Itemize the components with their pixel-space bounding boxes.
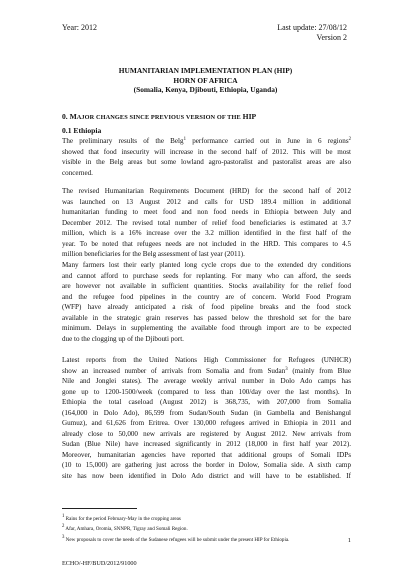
footnotes [62, 514, 351, 545]
text-line: humanitarian funding to meet food and non food needs in Ethiopia between July and [62, 208, 351, 217]
text-line: million beneficiaries for the Belg assessment of last year (2011). [62, 250, 245, 259]
page-number: 1 [347, 537, 351, 544]
text-line: year. To be noted that refugees needs are not included in the HRD. This compares to 4.5 [62, 239, 351, 248]
paragraph-refugees [62, 355, 351, 482]
text-line: showed that food insecurity will increase in the second half of 2012. This will be most [62, 147, 351, 156]
text-line: (10 to 15,000) are gathering just across the border in Dolow, Somalia side. A sixth camp [62, 461, 351, 470]
text-line: due to the clogging up of the Djibouti port. [62, 334, 184, 343]
footnote-ref-3: 3 [285, 366, 288, 372]
version-text: Version 2 [316, 33, 347, 42]
footnote-3: $^3$ New proposals to cover the needs of the Sudanese refugees will be submit under the present HIP for Ethiopia. [62, 534, 290, 543]
year-text: Year: 2012 [62, 23, 97, 32]
text-line: site has now been identified in Dolo Ado district and will have to be established. If [62, 472, 351, 481]
header-update [277, 23, 347, 43]
text-line: million, which is a 16% increase over the 3.2 million identified in the first half of the [62, 229, 351, 238]
text-line: concerned. [62, 168, 93, 177]
text-line: was launched on 13 August 2012 and calls for USD 189.4 million in additional [62, 197, 351, 206]
text-line: (WFP) have already anticipated a risk of food pipeline breaks and the food stock [62, 303, 351, 312]
footnote-ref-1: 1 [183, 137, 186, 142]
text-line: gone up to 1200-1500/week (compared to less than 100/day over the last months). In [62, 387, 351, 396]
section-0-number: 0. M [62, 112, 77, 121]
text-line: December 2012. The revised total number of relief food beneficiaries is estimated at 3.7 [62, 218, 351, 227]
text-line: (164,000 in Dolo Ado), 86,599 from Sudan/South Sudan (in Gambella and Benishangul [62, 408, 351, 417]
text-line: Nile and Jonglei states). The average weekly arrival number in Dolo Ado camps has [62, 377, 351, 386]
text-line: minimum. Delays in supplementing the available food through import are to be expected [62, 324, 351, 333]
countries-subtitle: (Somalia, Kenya, Djibouti, Ethiopia, Uganda) [133, 85, 278, 95]
text-line: Many farmers lost their early planted long cycle crops due to the extended dry conditions [62, 261, 351, 269]
text-line: already close to 50,000 new arrivals are registered by August 2012. New arrivals from [62, 429, 351, 438]
section-0-hip: HIP [242, 112, 257, 121]
paragraph-crops-pipeline [62, 260, 351, 344]
text-line: are however not available in sufficient quantities. Stocks availability for the relief food [62, 282, 351, 291]
text-line: show an increased number of arrivals from Somalia and from Sudan$^3$ (mainly from Blue [62, 366, 351, 375]
text-line: The revised Humanitarian Requirements Document (HRD) for the second half of 2012 [62, 187, 351, 195]
text-line: and cannot afford to purchase seeds for replanting. For many who can afford, the seeds [62, 271, 351, 280]
footnote-ref-2: 2 [348, 137, 351, 142]
region-title: HORN OF AFRICA [173, 75, 238, 85]
text-line: Sudan (Blue Nile) have increased significantly in 2012 (18,000 in first half year 2012). [62, 440, 351, 449]
text-line: and the refugee food pipelines in the country are of concern. World Food Program [62, 292, 351, 301]
text-line: Ethiopia the total caseload (August 2012) is 368,735, with 207,000 from Somalia [62, 398, 351, 407]
text-line: Moreover, humanitarian agencies have reported that additional groups of Somali IDPs [62, 450, 351, 459]
section-0-title: AJOR CHANGES SINCE PREVIOUS VERSION OF THE [76, 114, 241, 121]
paragraph-belg-results [62, 136, 351, 178]
document-title-block [62, 66, 349, 95]
text-line: available in the strategic grain reserves has passed below the threshold set for the bare [62, 313, 351, 322]
footnote-2: $^2$ Afar, Amhara, Oromia, SNNPR, Tigray and Somali Region. [62, 524, 188, 533]
footnote-divider [62, 508, 137, 509]
text-line: Latest reports from the United Nations High Commissioner for Refugees (UNHCR) [62, 356, 351, 364]
text-line: Gumuz), and 61,626 from Eritrea. Over 130,000 refugees arrived in Ethiopia in 2011 and [62, 419, 351, 428]
section-0-heading [62, 112, 256, 123]
document-reference: ECHO/-HF/BUD/2012/91000 [62, 560, 137, 567]
section-0-1-heading: 0.1 Ethiopia [62, 126, 102, 135]
last-update-text: Last update: 27/08/12 [277, 23, 347, 32]
document-title: HUMANITARIAN IMPLEMENTATION PLAN (HIP) [118, 66, 293, 75]
paragraph-hrd [62, 186, 351, 260]
text-line: visible in the Belg areas but some lowland agro-pastoralist and pastoralist areas are also [62, 158, 351, 167]
text-line: The preliminary results of the Belg$^1$ performance carried out in June in 6 regions$^2$ [62, 137, 351, 145]
header-year [62, 23, 97, 33]
footnote-1: $^1$ Rains for the period February-May in the cropping areas [62, 514, 181, 522]
